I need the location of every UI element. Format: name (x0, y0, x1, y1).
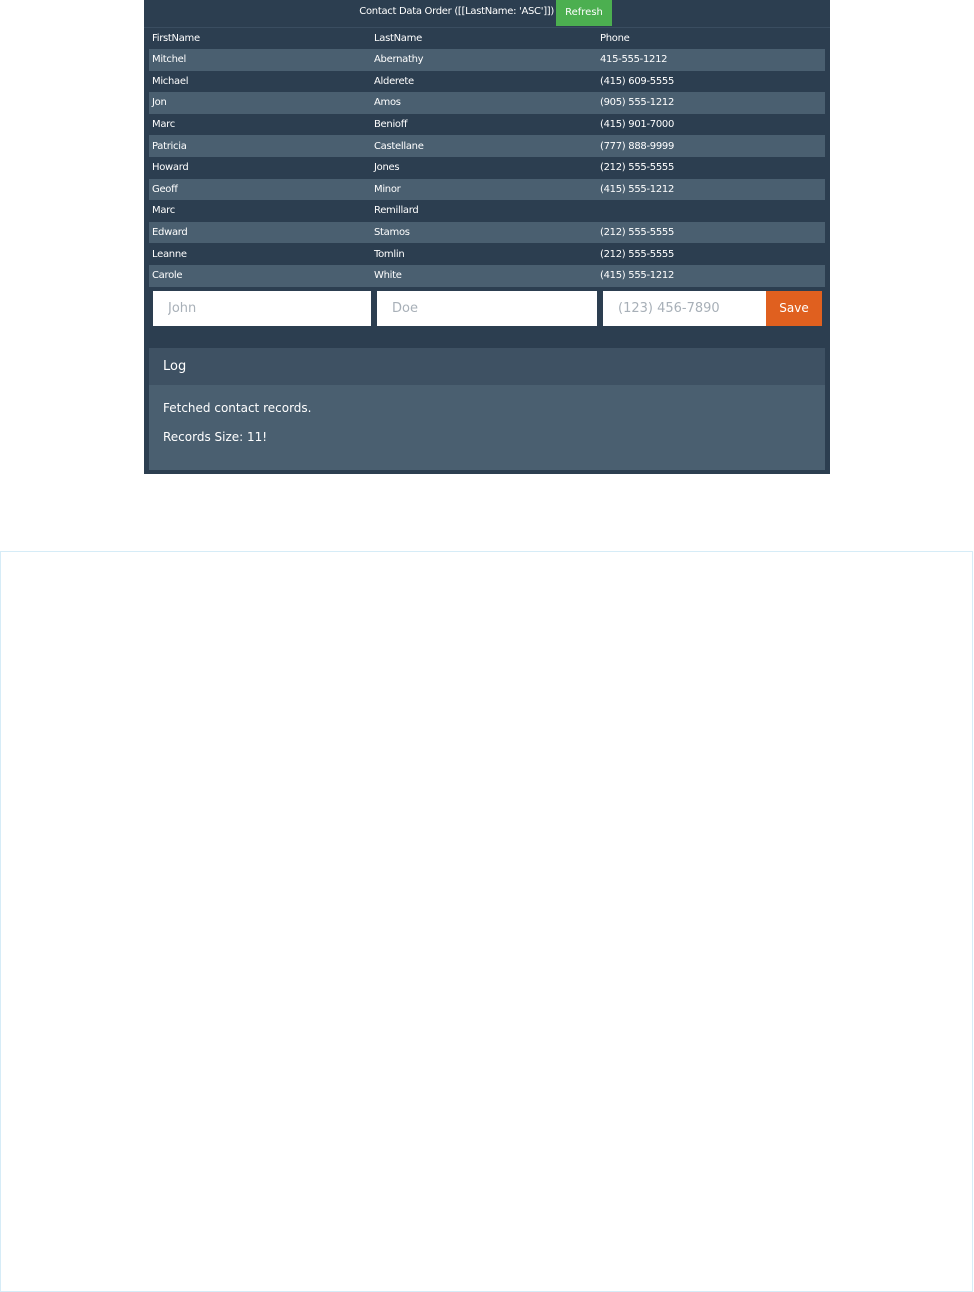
cell-lastname: Castellane (374, 140, 424, 152)
cell-phone: (777) 888-9999 (600, 140, 675, 152)
cell-lastname: Alderete (374, 75, 414, 87)
log-title: Log (149, 348, 825, 385)
cell-lastname: Minor (374, 183, 401, 195)
save-button[interactable]: Save (766, 291, 822, 326)
column-header-lastname[interactable]: LastName (374, 32, 422, 44)
table-row[interactable] (149, 114, 825, 136)
cell-firstname: Leanne (152, 248, 187, 260)
table-row[interactable] (149, 49, 825, 71)
table-header (149, 27, 825, 49)
cell-lastname: Stamos (374, 227, 410, 239)
cell-firstname: Jon (152, 97, 167, 109)
cell-phone: (415) 555-1212 (600, 183, 675, 195)
table-row[interactable] (149, 135, 825, 157)
table-row[interactable] (149, 222, 825, 244)
cell-firstname: Geoff (152, 183, 178, 195)
phone-input[interactable] (603, 291, 766, 326)
cell-firstname: Marc (152, 205, 175, 217)
cell-phone: (212) 555-5555 (600, 248, 675, 260)
new-contact-form (153, 291, 822, 326)
cell-firstname: Carole (152, 270, 183, 282)
cell-phone: (212) 555-5555 (600, 227, 675, 239)
cell-firstname: Edward (152, 227, 188, 239)
cell-lastname: Amos (374, 97, 401, 109)
cell-firstname: Michael (152, 75, 189, 87)
table-row[interactable] (149, 92, 825, 114)
cell-lastname: Jones (374, 162, 400, 174)
log-body (149, 385, 825, 457)
cell-firstname: Marc (152, 119, 175, 131)
cell-lastname: White (374, 270, 402, 282)
table-row[interactable] (149, 243, 825, 265)
table-row[interactable] (149, 179, 825, 201)
last-name-input[interactable] (377, 291, 597, 326)
cell-firstname: Patricia (152, 140, 187, 152)
cell-phone: (212) 555-5555 (600, 162, 675, 174)
table-row[interactable] (149, 265, 825, 287)
log-line: Records Size: 11! (163, 430, 268, 444)
cell-lastname: Benioff (374, 119, 408, 131)
empty-content-panel (0, 551, 973, 1292)
cell-lastname: Remillard (374, 205, 419, 217)
contacts-table (149, 27, 825, 287)
cell-lastname: Abernathy (374, 54, 424, 66)
cell-firstname: Howard (152, 162, 189, 174)
cell-phone: (415) 555-1212 (600, 270, 675, 282)
log-line: Fetched contact records. (163, 401, 312, 415)
contacts-app (144, 0, 830, 474)
table-row[interactable] (149, 71, 825, 93)
cell-phone: (905) 555-1212 (600, 97, 675, 109)
cell-phone: 415-555-1212 (600, 54, 668, 66)
column-header-firstname[interactable]: FirstName (152, 32, 200, 44)
cell-phone: (415) 609-5555 (600, 75, 675, 87)
column-header-phone[interactable]: Phone (600, 32, 630, 44)
first-name-input[interactable] (153, 291, 371, 326)
table-body (149, 49, 825, 287)
sort-order-title: Contact Data Order ([[LastName: 'ASC']]) (359, 6, 554, 17)
log-panel (149, 348, 825, 470)
header-bar (144, 0, 830, 28)
cell-firstname: Mitchel (152, 54, 186, 66)
table-row[interactable] (149, 157, 825, 179)
cell-phone: (415) 901-7000 (600, 119, 675, 131)
cell-lastname: Tomlin (374, 248, 405, 260)
table-row[interactable] (149, 200, 825, 222)
refresh-button[interactable]: Refresh (556, 0, 612, 26)
